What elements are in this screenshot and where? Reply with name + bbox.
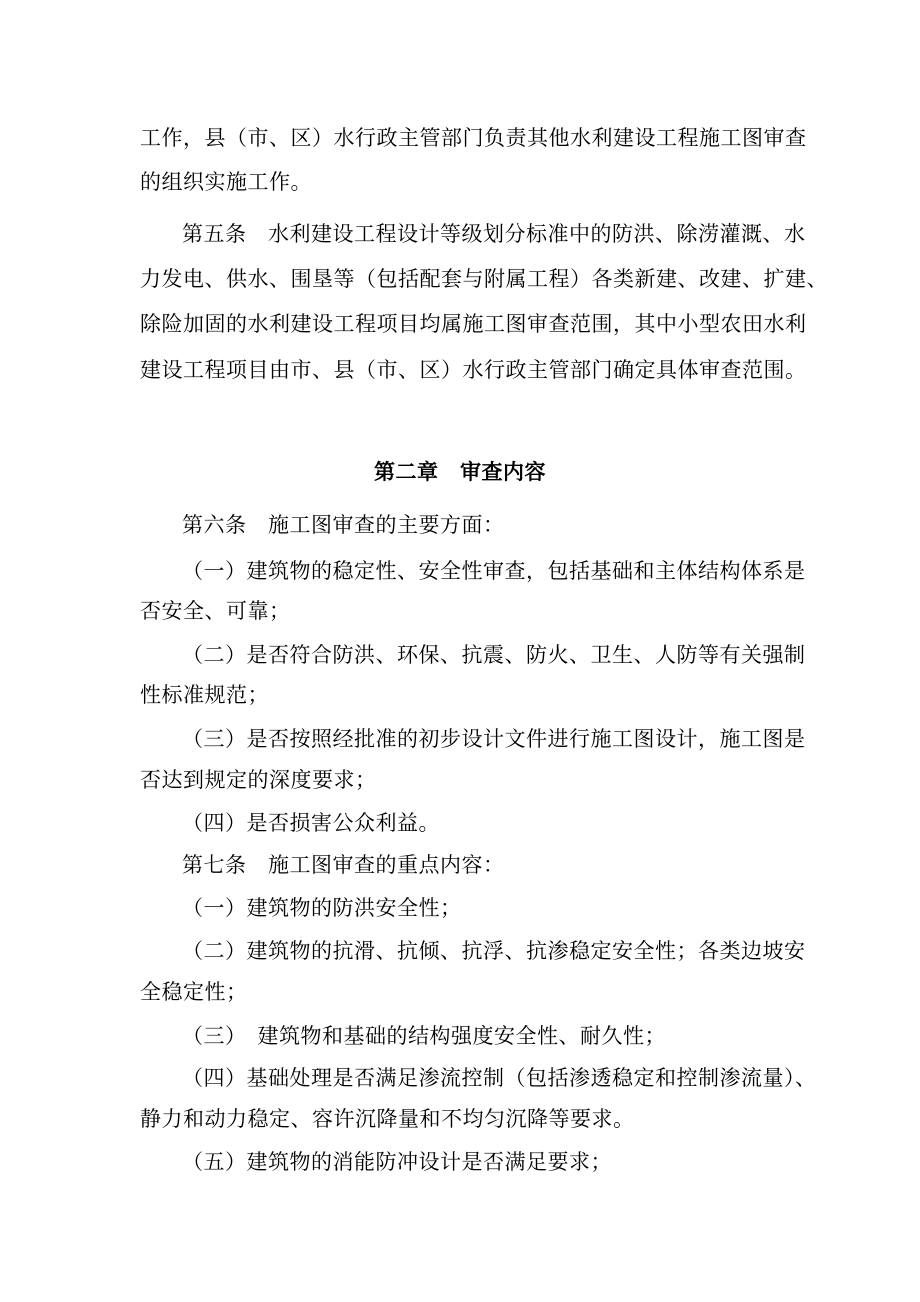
- text-line: 工作，县（市、区）水行政主管部门负责其他水利建设工程施工图审查: [140, 126, 807, 150]
- list-item-line: （四）基础处理是否满足渗流控制（包括渗透稳定和控制渗流量）、: [182, 1066, 817, 1090]
- article-heading-line: 第五条 水利建设工程设计等级划分标准中的防洪、除涝灌溉、水: [182, 222, 806, 246]
- list-item-line: （二）是否符合防洪、环保、抗震、防火、卫生、人防等有关强制: [182, 643, 806, 667]
- text-line: 力发电、供水、围垦等（包括配套与附属工程）各类新建、改建、扩建、: [140, 267, 828, 291]
- article-heading-line: 第六条 施工图审查的主要方面：: [182, 513, 505, 537]
- text-line: 静力和动力稳定、容许沉降量和不均匀沉降等要求。: [140, 1107, 635, 1131]
- text-line: 否达到规定的深度要求；: [140, 768, 377, 792]
- list-item-line: （一）建筑物的稳定性、安全性审查，包括基础和主体结构体系是: [182, 559, 806, 583]
- text-line: 性标准规范；: [140, 683, 269, 707]
- text-line: 全稳定性；: [140, 980, 248, 1004]
- chapter-title: 第二章 审查内容: [374, 459, 546, 484]
- article-heading-line: 第七条 施工图审查的重点内容：: [182, 853, 505, 877]
- text-line: 建设工程项目由市、县（市、区）水行政主管部门确定具体审查范围。: [140, 358, 807, 382]
- list-item-line: （一）建筑物的防洪安全性；: [182, 896, 462, 920]
- list-item-line: （四）是否损害公众利益。: [182, 811, 440, 835]
- list-item-line: （三） 建筑物和基础的结构强度安全性、耐久性；: [182, 1024, 666, 1048]
- list-item-line: （三）是否按照经批准的初步设计文件进行施工图设计，施工图是: [182, 727, 806, 751]
- text-line: 否安全、可靠；: [140, 599, 291, 623]
- list-item-line: （二）建筑物的抗滑、抗倾、抗浮、抗渗稳定安全性；各类边坡安: [182, 939, 806, 963]
- text-line: 除险加固的水利建设工程项目均属施工图审查范围，其中小型农田水利: [140, 312, 807, 336]
- list-item-line: （五）建筑物的消能防冲设计是否满足要求；: [182, 1150, 612, 1174]
- text-line: 的组织实施工作。: [140, 170, 312, 194]
